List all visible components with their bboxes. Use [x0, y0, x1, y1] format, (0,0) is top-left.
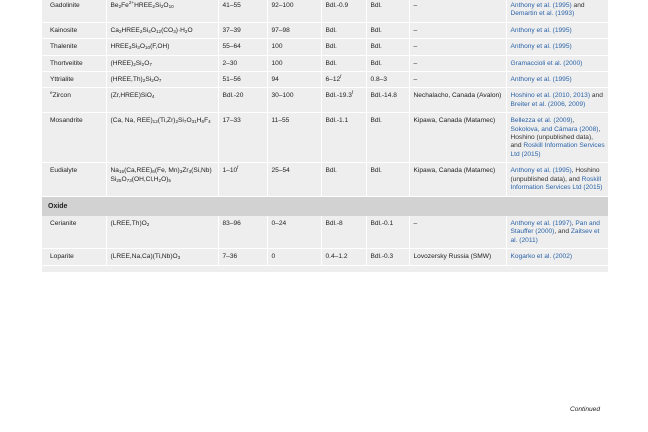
formula-subscript: 2 [146, 221, 150, 227]
reference-link[interactable]: Sokolova, and Cámara (2008) [510, 125, 599, 133]
reference-link[interactable]: Anthony et al. (1995) [510, 26, 572, 34]
reference-link[interactable]: Roskill Information Services Ltd (2015) [510, 142, 605, 158]
value-cell: 0.4–1.2 [321, 249, 366, 265]
formula-subscript: 7 [158, 78, 162, 84]
reference-link[interactable]: Anthony et al. (1995) [510, 2, 572, 9]
value-cell: Bdl.-0.1 [366, 216, 409, 249]
formula-subscript: 2 [141, 61, 145, 67]
value-cell: Bdl.-1.1 [321, 113, 366, 163]
reference-link[interactable]: Demartin et al. (1993) [510, 10, 575, 18]
footnote-mark: f [237, 165, 239, 171]
mineral-name: Loparite [50, 253, 74, 261]
formula-subscript: 2 [152, 4, 155, 9]
locality-cell: – [409, 55, 506, 71]
locality-cell: Kipawa, Canada (Matamec) [409, 113, 506, 163]
value-cell: 11–55 [267, 113, 321, 163]
formula-subscript: 2 [142, 78, 146, 84]
filler-row [42, 265, 608, 272]
reference-cell [506, 22, 608, 38]
formula-subscript: 7 [183, 119, 187, 125]
mineral-name: Thortveitite [50, 59, 83, 67]
value-cell: 51–56 [218, 72, 267, 88]
formula-subscript: 2 [160, 4, 164, 9]
reference-cell: Hoshino et al. (2010, 2013) and Breiter et al. (2006, 2009) [506, 88, 608, 113]
formula-subscript: 2 [184, 28, 188, 34]
table-row [42, 113, 608, 163]
value-cell: 2–30 [218, 55, 267, 71]
formula-subscript: 10 [144, 45, 151, 51]
formula-subscript: 31 [191, 119, 197, 125]
filler-cell [42, 265, 608, 272]
continued-note: Continued [569, 406, 600, 413]
reference-cell [506, 55, 608, 71]
mineral-name: Yttrialite [50, 76, 74, 84]
value-cell: 83–96 [218, 216, 267, 249]
reference-cell [506, 72, 608, 88]
table-row [42, 0, 608, 22]
mineral-formula: (Ca, Na, $REE)_{12}(Ti,Zr)_2Si_7O_{31}H_6F_4$ [106, 113, 218, 163]
mineral-formula: $(HREE,Th)_2Si_2O_7$ [106, 72, 218, 88]
value-cell: Bdl. [321, 39, 366, 55]
value-cell: Bdl.-20 [218, 88, 267, 113]
formula-subscript: 5 [168, 177, 171, 183]
value-cell: 97–98 [267, 22, 321, 38]
value-cell: 92–100 [267, 0, 321, 22]
value-cell: 94 [267, 72, 321, 88]
mineral-name: $^e$Zircon [50, 90, 71, 100]
value-cell: 41–55 [218, 0, 267, 22]
reference-cell: Anthony et al. (1995), Hoshino (unpublished data), and Roskill Information Services Ltd (2015) [506, 163, 608, 196]
formula-subscript: 2 [133, 61, 136, 67]
locality-cell: – [409, 39, 506, 55]
mineral-name: Cerianite [50, 219, 77, 227]
value-cell: Bdl. [321, 55, 366, 71]
mineral-name: Thalenite [50, 43, 78, 51]
mineral-formula: (Zr,HREE)SiO$_4$ [106, 88, 218, 113]
formula-subscript: 3 [128, 45, 132, 51]
value-cell: 17–33 [218, 113, 267, 163]
reference-cell: Bellezza et al. (2009), Sokolova, and Cámara (2008), Hoshino (unpublished data), and Roskill Information Services Ltd (2015) [506, 113, 608, 163]
value-cell: Bdl. [366, 22, 409, 38]
formula-subscript: 6 [152, 169, 155, 175]
reference-link[interactable]: Anthony et al. (1995) [510, 43, 572, 51]
formula-subscript: 15 [118, 169, 125, 175]
formula-subscript: 25 [116, 177, 122, 183]
locality-cell: Kipawa, Canada (Matamec) [409, 163, 506, 196]
formula-subscript: 10 [168, 4, 174, 9]
mineral-formula: $Ca_2HREE_2Si_4O_{12}(CO_3)\cdot H_2O$ [106, 22, 218, 38]
locality-cell: – [409, 216, 506, 249]
locality-cell: Lovozersky Russia (SMW) [409, 249, 506, 265]
value-cell: Bdl. [366, 163, 409, 196]
mineral-formula: $Be_2Fe^{2+}HREE_2Si_2O_{10}$ [106, 0, 218, 22]
table-row [42, 216, 608, 249]
value-cell: 0 [267, 249, 321, 265]
value-cell: Bdl. [321, 163, 366, 196]
reference-cell: Anthony et al. (1997), Pan and Stauffer (2000), and Zaitsev et al. (2011) [506, 216, 608, 249]
table-row [42, 39, 608, 55]
section-label: Oxide [42, 196, 608, 216]
table-row [42, 249, 608, 265]
value-cell: Bdl. [366, 39, 409, 55]
reference-link[interactable]: Anthony et al. (1995) [510, 76, 572, 84]
formula-subscript: 2 [139, 28, 143, 34]
mineral-table [42, 0, 608, 272]
value-cell: 100 [267, 39, 321, 55]
value-cell: 0.8–3 [366, 72, 409, 88]
value-cell: 7–36 [218, 249, 267, 265]
value-cell: Bdl. [366, 0, 409, 22]
value-cell: 37–39 [218, 22, 267, 38]
locality-cell: Nechalacho, Canada (Avalon) [409, 88, 506, 113]
mineral-name: Mosandrite [50, 117, 83, 125]
value-cell: Bdl.-8 [321, 216, 366, 249]
formula-subscript: 3 [137, 45, 140, 51]
formula-subscript: 6 [201, 119, 205, 125]
value-cell: 6–12$^f$ [321, 72, 366, 88]
footnote-mark: f [340, 74, 342, 80]
table-body [42, 0, 608, 272]
value-cell: Bdl. [366, 113, 409, 163]
locality-cell: – [409, 0, 506, 22]
formula-subscript: 3 [179, 169, 183, 175]
value-cell: Bdl.-0.3 [366, 249, 409, 265]
value-cell: 25–54 [267, 163, 321, 196]
locality-cell: – [409, 22, 506, 38]
reference-link[interactable]: Roskill Information Services Ltd (2015) [510, 175, 603, 192]
value-cell: 100 [267, 55, 321, 71]
formula-subscript: 2 [151, 78, 154, 84]
reference-link[interactable]: Hoshino et al. (2010, 2013) [510, 92, 591, 100]
value-cell: Bdl.-0.9 [321, 0, 366, 22]
formula-subscript: 73 [126, 177, 132, 183]
table-row [42, 88, 608, 113]
value-cell: Bdl. [366, 55, 409, 71]
value-cell: Bdl.-14.8 [366, 88, 409, 113]
mineral-formula: $(HREE)_2Si_2O_7$ [106, 55, 218, 71]
reference-cell [506, 39, 608, 55]
table-row [42, 72, 608, 88]
value-cell: 30–100 [267, 88, 321, 113]
reference-link[interactable]: Zaitsev et al. (2011) [510, 228, 600, 244]
value-cell: 55–64 [218, 39, 267, 55]
formula-subscript: 2 [118, 28, 122, 34]
formula-subscript: 12 [155, 28, 162, 34]
mineral-name: Kainosite [50, 26, 78, 34]
footnote-mark: e [50, 90, 53, 96]
reference-link[interactable]: Anthony et al. (1995) [510, 167, 572, 175]
reference-link[interactable]: Bellezza et al. (2009) [510, 117, 573, 125]
footnote-mark: f [351, 90, 354, 96]
reference-link[interactable]: Breiter et al. (2006, 2009) [510, 100, 586, 108]
formula-subscript: 2 [158, 177, 162, 183]
mineral-name: Eudialyte [50, 167, 78, 175]
table-container [42, 0, 608, 272]
mineral-formula: $(LREE,Th)O_2$ [106, 216, 218, 249]
formula-subscript: 4 [208, 119, 211, 125]
formula-subscript: 2 [175, 119, 179, 125]
reference-link[interactable]: Gramaccioli et al. (2000) [510, 59, 583, 67]
value-cell: 1–10$^f$ [218, 163, 267, 196]
formula-subscript: 3 [177, 255, 181, 261]
locality-cell: – [409, 72, 506, 88]
reference-link[interactable]: Anthony et al. (1997) [510, 219, 572, 227]
value-cell: 0–24 [267, 216, 321, 249]
table-row [42, 163, 608, 196]
mineral-formula: $Na_{15}(Ca,REE)_6(Fe$, $Mn)_3Zr_3(Si,Nb)$ $Si_{25}O_{73}(OH,Cl,H_2O)_5$ [106, 163, 218, 196]
mineral-formula: $(LREE,Na,Ca)(Ti,Nb)O_3$ [106, 249, 218, 265]
mineral-formula: $HREE_3Si_3O_{10}(F,OH)$ [106, 39, 218, 55]
formula-subscript: 7 [149, 61, 152, 67]
formula-subscript: 2 [118, 4, 122, 9]
mineral-name: Gadolinite [50, 2, 80, 9]
formula-superscript: 2+ [128, 0, 135, 5]
table-row [42, 55, 608, 71]
reference-link[interactable]: Kogarko et al. (2002) [510, 253, 573, 261]
reference-cell: Anthony et al. (1995) and Demartin et al. (1993) [506, 0, 608, 22]
section-header-row [42, 196, 608, 216]
formula-subscript: 4 [151, 94, 155, 100]
formula-subscript: 3 [188, 169, 192, 175]
reference-cell [506, 249, 608, 265]
value-cell: Bdl. [321, 22, 366, 38]
reference-link[interactable]: Pan and Stauffer (2000) [510, 219, 600, 236]
table-row [42, 22, 608, 38]
formula-subscript: 12 [152, 119, 158, 125]
value-cell: Bdl.-19.3$^f$ [321, 88, 366, 113]
formula-subscript: 3 [173, 28, 176, 34]
formula-subscript: 4 [148, 28, 151, 34]
